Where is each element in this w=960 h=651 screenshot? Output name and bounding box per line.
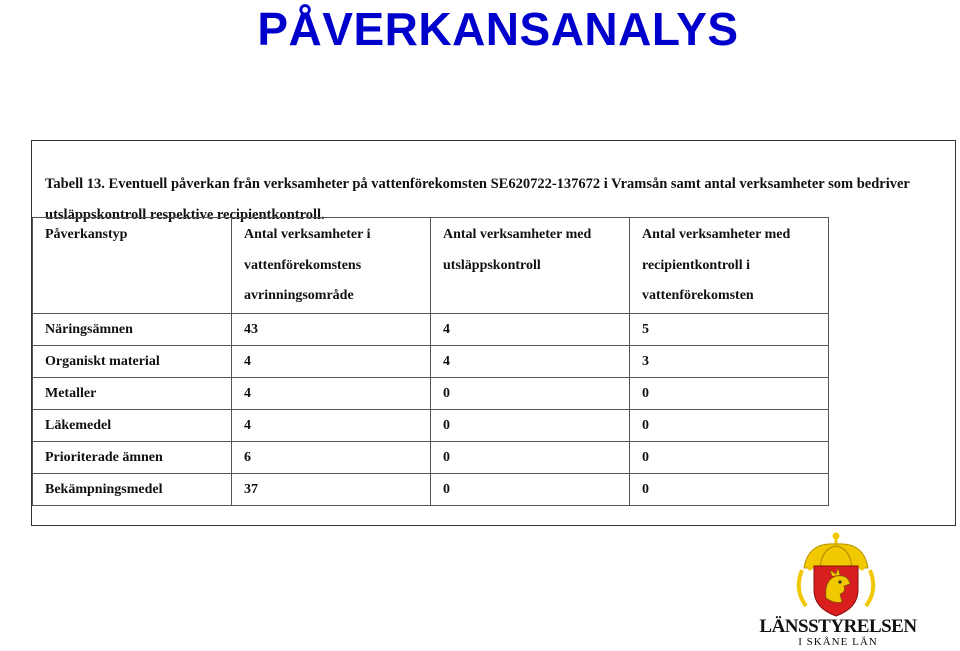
cell-recipient: 5 [630, 314, 829, 346]
coat-of-arms-icon [748, 528, 928, 618]
table-row [33, 410, 829, 442]
cell-recipient: 0 [630, 442, 829, 474]
cell-emission: 0 [431, 474, 630, 506]
cell-type: Organiskt material [33, 346, 232, 378]
table-row [33, 474, 829, 506]
cell-recipient: 0 [630, 474, 829, 506]
cell-count: 4 [232, 410, 431, 442]
cell-type: Läkemedel [33, 410, 232, 442]
impact-table [32, 217, 829, 506]
cell-recipient: 0 [630, 410, 829, 442]
table-row [33, 346, 829, 378]
cell-recipient: 0 [630, 378, 829, 410]
header-cell-recipient: Antal verksamheter med recipientkontroll i vattenförekomsten [630, 218, 829, 314]
header-cell-emission: Antal verksamheter med utsläppskontroll [431, 218, 630, 314]
cell-count: 43 [232, 314, 431, 346]
cell-count: 4 [232, 378, 431, 410]
table-header-row [33, 218, 829, 314]
cell-emission: 4 [431, 346, 630, 378]
slide-title: PÅVERKANSANALYS [257, 3, 739, 55]
cell-count: 37 [232, 474, 431, 506]
document-image [31, 140, 956, 526]
logo-name: LÄNSSTYRELSEN [759, 616, 917, 637]
table-caption: Tabell 13. Eventuell påverkan från verksamheter på vattenförekomsten SE620722-137672 i Vramsån samt antal verksamheter som bedriver utsläppskontroll respektive recipientkontroll. [45, 176, 910, 223]
logo-subtitle: I SKÅNE LÄN [798, 636, 878, 648]
table-row [33, 378, 829, 410]
header-cell-type: Påverkanstyp [33, 218, 232, 314]
cell-count: 6 [232, 442, 431, 474]
cell-emission: 0 [431, 378, 630, 410]
cell-emission: 4 [431, 314, 630, 346]
header-cell-count: Antal verksamheter i vattenförekomstens avrinningsområde [232, 218, 431, 314]
cell-emission: 0 [431, 410, 630, 442]
cell-type: Prioriterade ämnen [33, 442, 232, 474]
cell-emission: 0 [431, 442, 630, 474]
table-row [33, 314, 829, 346]
cell-type: Metaller [33, 378, 232, 410]
table-row [33, 442, 829, 474]
cell-recipient: 3 [630, 346, 829, 378]
cell-count: 4 [232, 346, 431, 378]
lansstyrelsen-logo [748, 528, 928, 651]
crown-icon [804, 533, 868, 571]
cell-type: Bekämpningsmedel [33, 474, 232, 506]
cell-type: Näringsämnen [33, 314, 232, 346]
